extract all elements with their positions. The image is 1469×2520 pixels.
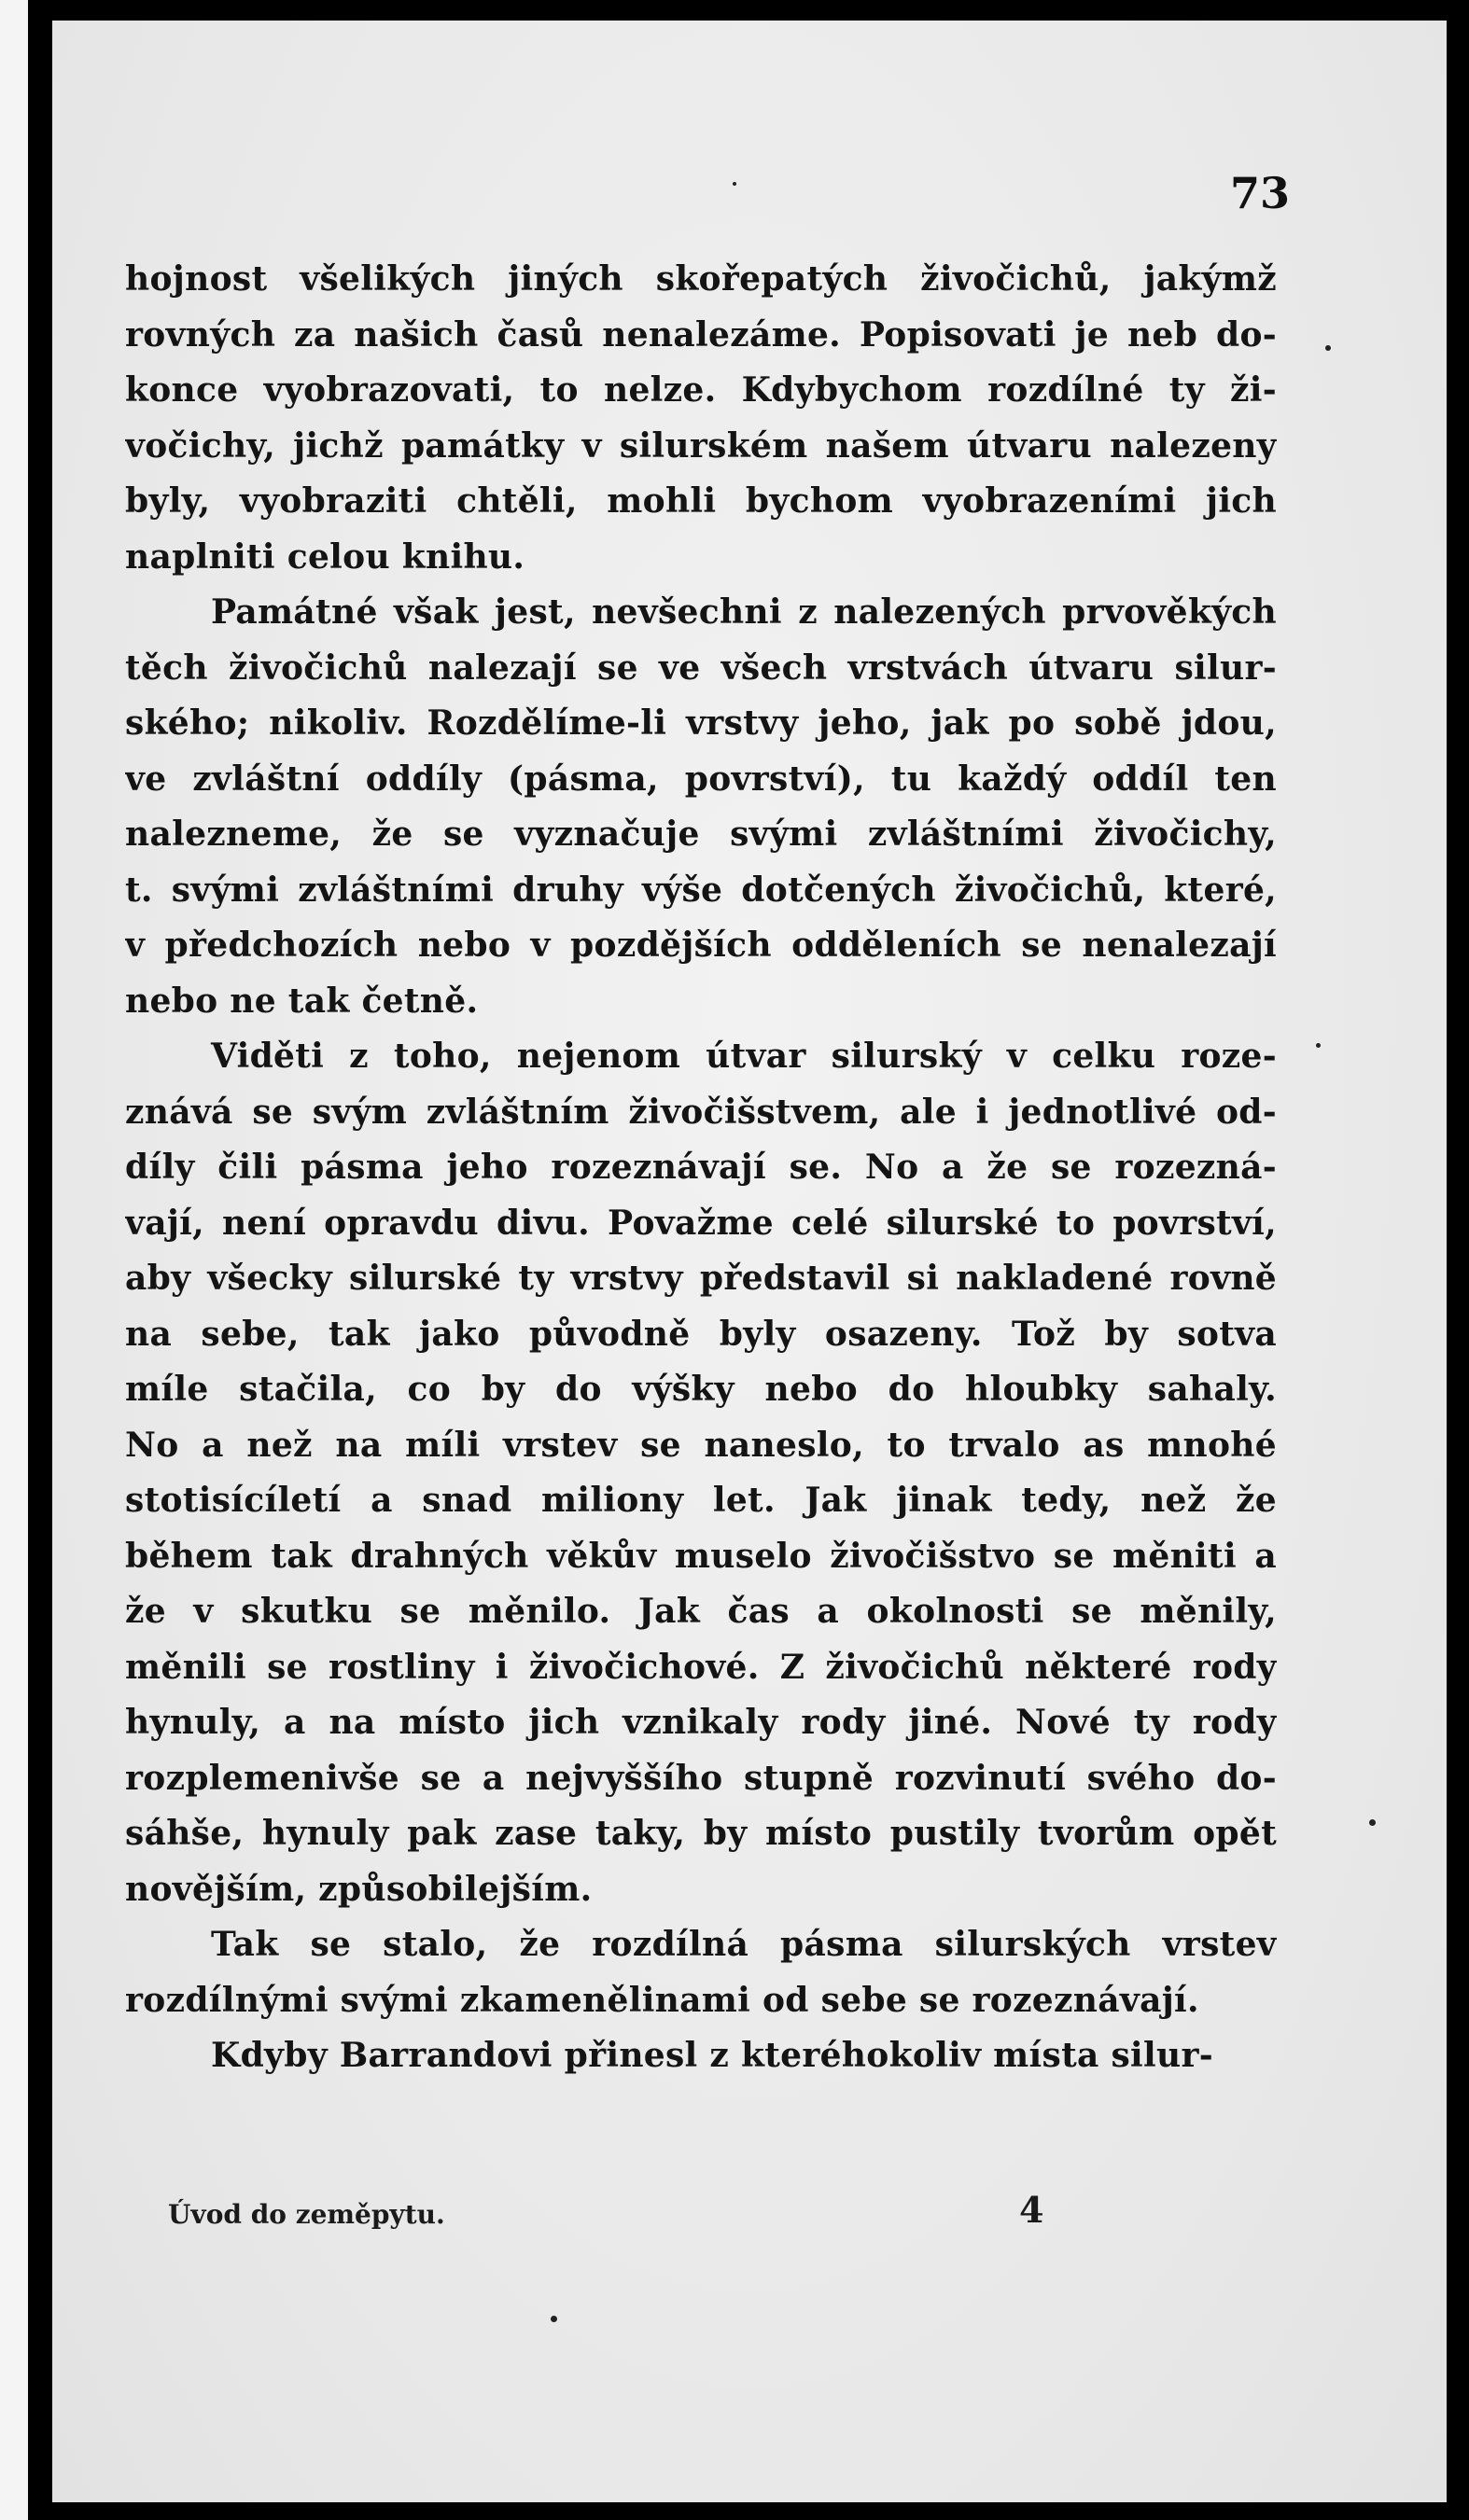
text-line: v předchozích nebo v pozdějších odděleních se nenalezají xyxy=(125,926,1277,965)
text-line: t. svými zvláštními druhy výše dotčených živočichů, které, xyxy=(125,870,1277,910)
left-page-edge xyxy=(0,0,28,2520)
text-line: ve zvláštní oddíly (pásma, povrství), tu každý oddíl ten xyxy=(125,759,1277,799)
print-speck xyxy=(1316,1043,1321,1048)
text-line: že v skutku se měnilo. Jak čas a okolnosti se měnily, xyxy=(125,1592,1277,1631)
print-speck xyxy=(1369,1819,1376,1826)
signature-mark: 4 xyxy=(1019,2189,1044,2231)
text-line: novějším, způsobilejším. xyxy=(125,1869,593,1909)
text-line: Památné však jest, nevšechni z nalezených prvověkých xyxy=(211,592,1277,632)
text-line: rovných za našich časů nenalezáme. Popisovati je neb do- xyxy=(125,314,1277,355)
text-line: sáhše, hynuly pak zase taky, by místo pustily tvorům opět xyxy=(125,1814,1277,1853)
print-speck xyxy=(1325,345,1331,351)
text-line: stotisícíletí a snad miliony let. Jak jinak tedy, než že xyxy=(125,1481,1277,1520)
text-line: hynuly, a na místo jich vznikaly rody jiné. Nové ty rody xyxy=(125,1703,1277,1742)
body-text xyxy=(125,252,1277,2084)
text-line: hojnost všelikých jiných skořepatých živočichů, jakýmž xyxy=(125,259,1277,299)
print-speck xyxy=(551,2316,557,2322)
print-speck xyxy=(733,182,736,186)
text-line: Viděti z toho, nejenom útvar silurský v celku roze- xyxy=(211,1037,1277,1076)
page-number: 73 xyxy=(1230,168,1291,218)
text-line: aby všecky silurské ty vrstvy představil si nakladené rovně xyxy=(125,1259,1277,1298)
text-line: byly, vyobraziti chtěli, mohli bychom vyobrazeními jich xyxy=(125,481,1277,521)
text-line: měnili se rostliny i živočichové. Z živočichů některé rody xyxy=(125,1647,1277,1687)
text-line: rozplemenivše se a nejvyššího stupně rozvinutí svého do- xyxy=(125,1758,1277,1798)
text-line: konce vyobrazovati, to nelze. Kdybychom rozdílné ty ži- xyxy=(125,370,1277,410)
text-line: rozdílnými svými zkamenělinami od sebe se rozeznávají. xyxy=(125,1980,1199,2020)
text-line: No a než na míli vrstev se naneslo, to trvalo as mnohé xyxy=(125,1425,1277,1465)
text-line: během tak drahných věkův muselo živočišstvo se měniti a xyxy=(125,1536,1277,1576)
text-line: míle stačila, co by do výšky nebo do hloubky sahaly. xyxy=(125,1370,1277,1409)
text-line: vají, není opravdu divu. Považme celé silurské to povrství, xyxy=(125,1203,1277,1243)
text-line: vočichy, jichž památky v silurském našem útvaru nalezeny xyxy=(125,425,1277,466)
text-line: Tak se stalo, že rozdílná pásma silurských vrstev xyxy=(211,1925,1277,1964)
text-line: na sebe, tak jako původně byly osazeny. Tož by sotva xyxy=(125,1314,1277,1354)
text-line: ského; nikoliv. Rozdělíme-li vrstvy jeho, jak po sobě jdou, xyxy=(125,703,1277,743)
text-line: nebo ne tak četně. xyxy=(125,981,479,1021)
text-line: naplniti celou knihu. xyxy=(125,536,525,577)
text-line: díly čili pásma jeho rozeznávají se. No a že se rozezná- xyxy=(125,1148,1277,1187)
text-line: znává se svým zvláštním živočišstvem, ale i jednotlivé od- xyxy=(125,1092,1277,1132)
signature-title: Úvod do zeměpytu. xyxy=(168,2199,445,2230)
text-line: Kdyby Barrandovi přinesl z kteréhokoliv místa silur- xyxy=(211,2036,1213,2075)
text-line: nalezneme, že se vyznačuje svými zvláštními živočichy, xyxy=(125,814,1277,854)
text-line: těch živočichů nalezají se ve všech vrstvách útvaru silur- xyxy=(125,647,1277,688)
